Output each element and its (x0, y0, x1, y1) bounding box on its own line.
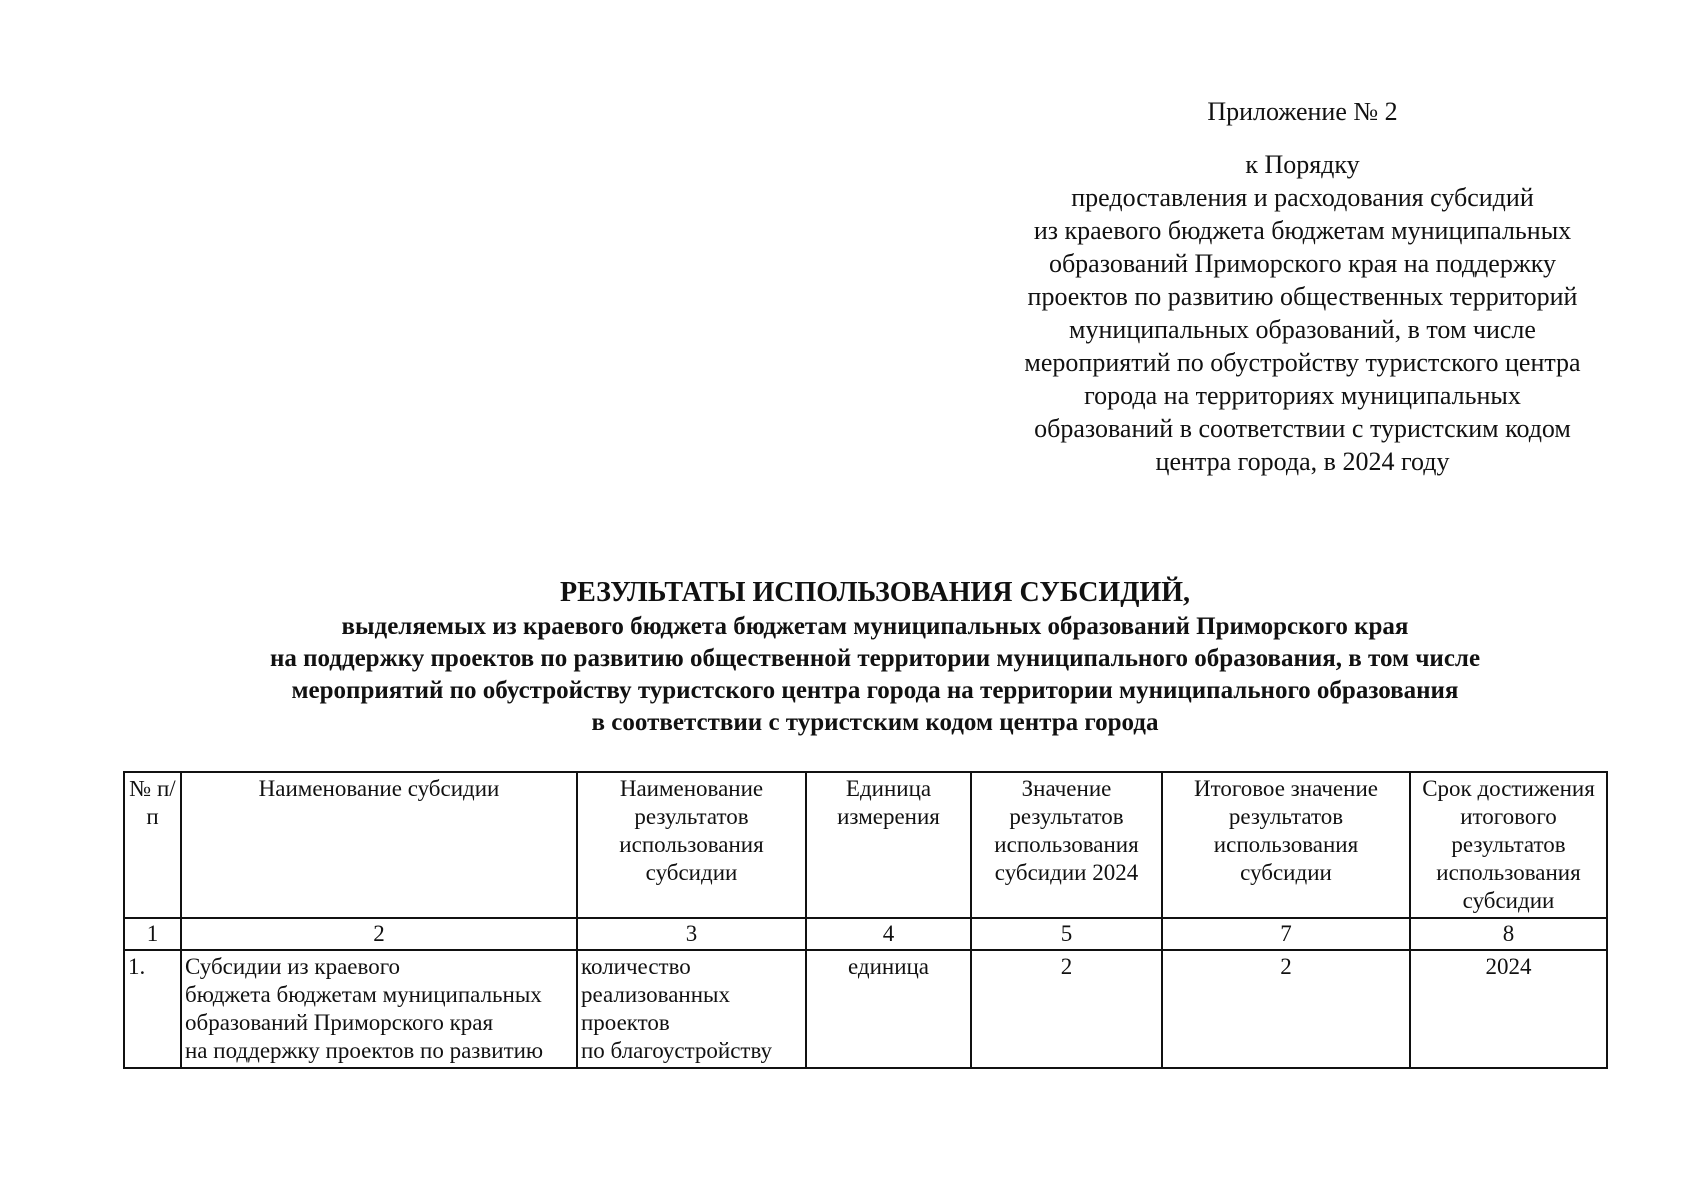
appendix-line: предоставления и расходования субсидий (1071, 183, 1534, 212)
heading-line: в соответствии с туристским кодом центра города (591, 709, 1159, 736)
cell-line: по благоустройству (581, 1038, 773, 1063)
cell-subsidy-name (181, 950, 577, 1068)
header-deadline: Срок достижения итогового результатов использования субсидии (1410, 772, 1607, 918)
appendix-line: города на территориях муниципальных (1084, 381, 1521, 410)
cell-line: количество (581, 954, 691, 979)
appendix-line: муниципальных образований, в том числе (1069, 315, 1536, 344)
heading-line: выделяемых из краевого бюджета бюджетам муниципальных образований Приморского края (341, 613, 1409, 640)
heading-subtitle (100, 611, 1650, 739)
appendix-line: мероприятий по обустройству туристского центра (1024, 348, 1581, 377)
cell-line: реализованных (581, 982, 730, 1007)
cell-value-2024: 2 (971, 950, 1162, 1068)
appendix-line: центра города, в 2024 году (1155, 447, 1450, 476)
cell-result-name (577, 950, 806, 1068)
appendix-line: из краевого бюджета бюджетам муниципальных (1033, 216, 1572, 245)
header-subsidy-name: Наименование субсидии (181, 772, 577, 918)
column-number-row (124, 918, 1607, 950)
appendix-text (950, 148, 1655, 478)
document-heading (100, 575, 1650, 739)
appendix-title: Приложение № 2 (1207, 97, 1398, 126)
cell-line: бюджета бюджетам муниципальных (185, 982, 542, 1007)
cell-line: на поддержку проектов по развитию (185, 1038, 544, 1063)
appendix-line: к Порядку (1245, 150, 1360, 179)
header-number: № п/п (124, 772, 181, 918)
header-value-2024: Значение результатов использования субсидии 2024 (971, 772, 1162, 918)
header-unit: Единица измерения (806, 772, 971, 918)
appendix-line: образований в соответствии с туристским кодом (1034, 414, 1571, 443)
cell-number: 1. (124, 950, 181, 1068)
cell-deadline: 2024 (1410, 950, 1607, 1068)
column-number: 3 (577, 918, 806, 950)
column-number: 5 (971, 918, 1162, 950)
cell-line: образований Приморского края (185, 1010, 494, 1035)
results-table (123, 771, 1608, 1069)
header-result-name: Наименование результатов использования субсидии (577, 772, 806, 918)
heading-line: на поддержку проектов по развитию общественной территории муниципального образования, в том числе (269, 645, 1481, 672)
appendix-line: проектов по развитию общественных территорий (1027, 282, 1578, 311)
cell-line: проектов (581, 1010, 670, 1035)
heading-title: РЕЗУЛЬТАТЫ ИСПОЛЬЗОВАНИЯ СУБСИДИЙ, (559, 577, 1191, 608)
table-row (124, 950, 1607, 1068)
column-number: 4 (806, 918, 971, 950)
cell-final-value: 2 (1162, 950, 1410, 1068)
cell-unit: единица (806, 950, 971, 1068)
heading-line: мероприятий по обустройству туристского центра города на территории муниципального образования (291, 677, 1459, 704)
column-number: 8 (1410, 918, 1607, 950)
cell-line: Субсидии из краевого (185, 954, 401, 979)
appendix-line: образований Приморского края на поддержку (1048, 249, 1557, 278)
table-header-row (124, 772, 1607, 918)
column-number: 1 (124, 918, 181, 950)
column-number: 7 (1162, 918, 1410, 950)
header-final-value: Итоговое значение результатов использования субсидии (1162, 772, 1410, 918)
column-number: 2 (181, 918, 577, 950)
